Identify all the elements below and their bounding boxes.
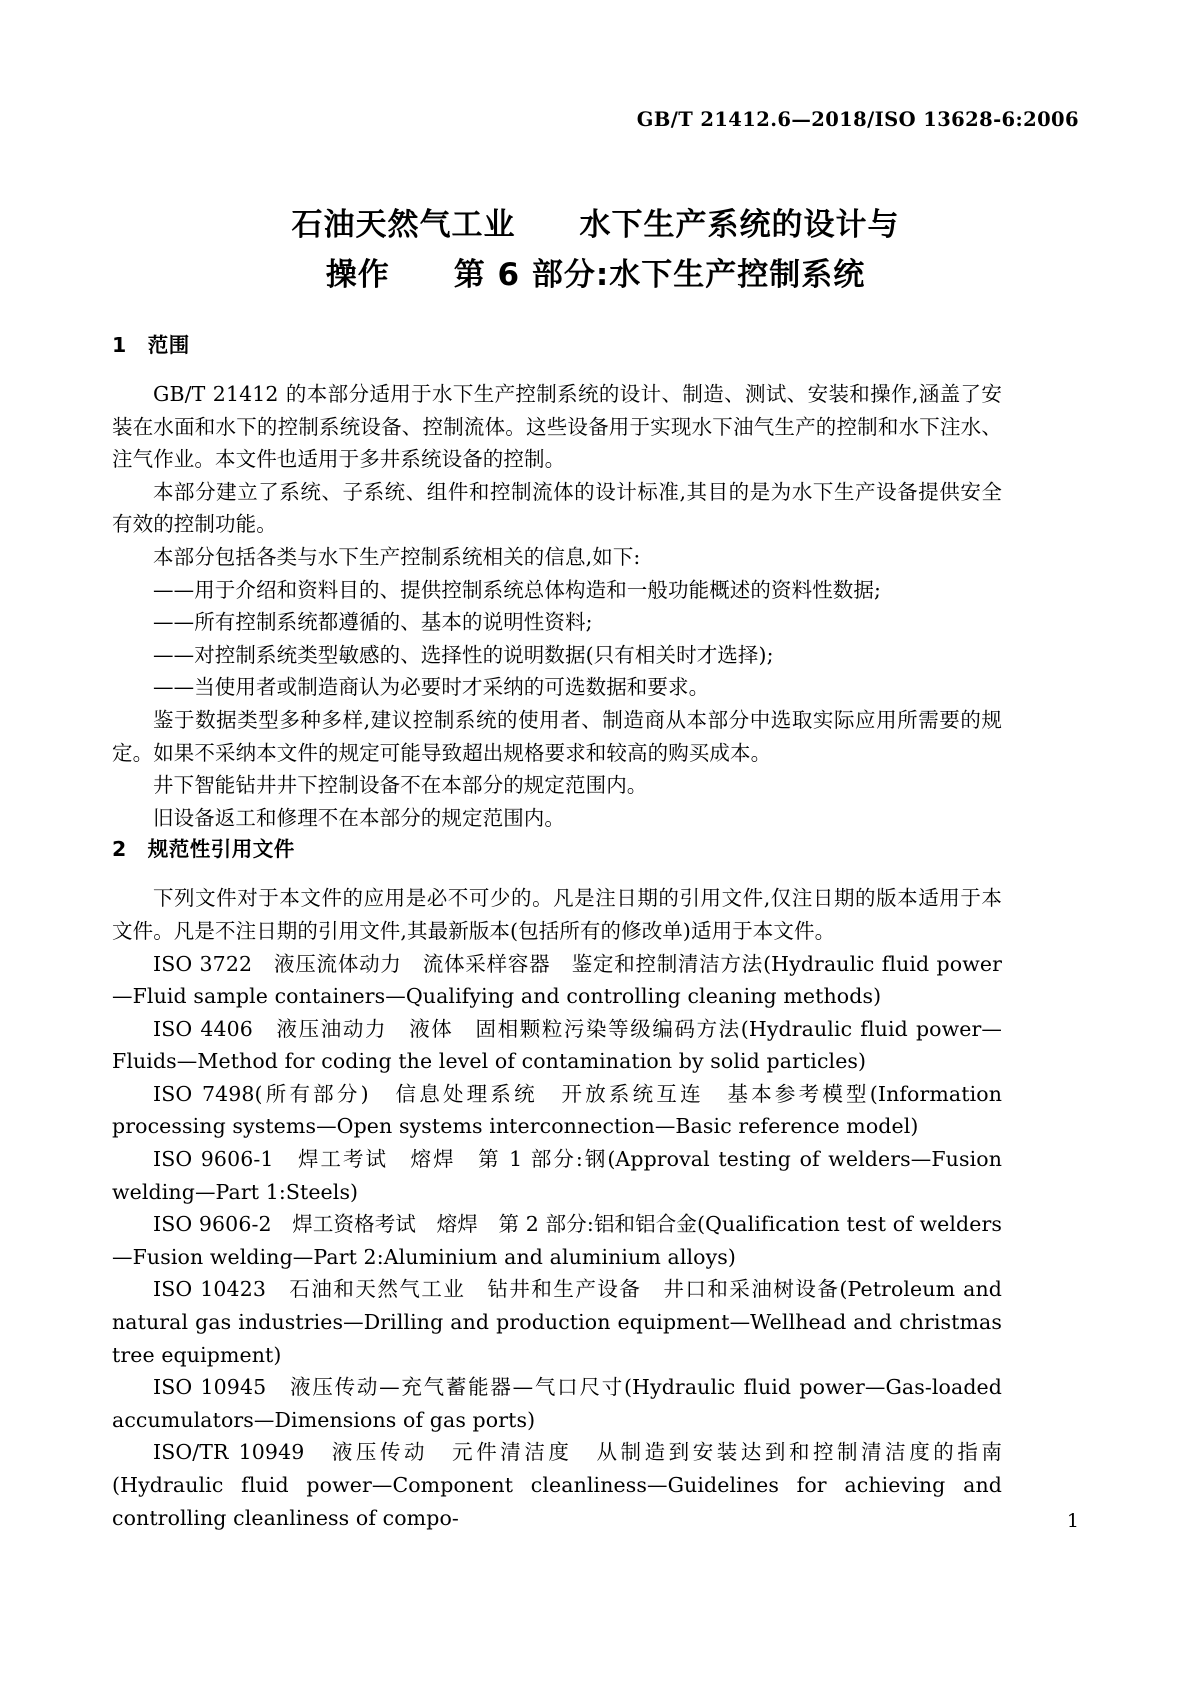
normative-references-intro: 下列文件对于本文件的应用是必不可少的。凡是注日期的引用文件,仅注日期的版本适用于本文件。凡是不注日期的引用文件,其最新版本(包括所有的修改单)适用于本文件。 [112, 886, 1002, 943]
page-number: 1 [1066, 1510, 1079, 1532]
normative-reference-item: ISO 4406 液压油动力 液体 固相颗粒污染等级编码方法(Hydraulic fluid power—Fluids—Method for coding the level of contamination by solid particles) [112, 1016, 1002, 1074]
running-header-standard-code: GB/T 21412.6—2018/ISO 13628-6:2006 [636, 108, 1079, 131]
scope-paragraph: 鉴于数据类型多种多样,建议控制系统的使用者、制造商从本部分中选取实际应用所需要的规定。如果不采纳本文件的规定可能导致超出规格要求和较高的购买成本。 [112, 707, 1002, 765]
scope-body [112, 378, 1002, 834]
scope-paragraph: GB/T 21412 的本部分适用于水下生产控制系统的设计、制造、测试、安装和操作,涵盖了安装在水面和水下的控制系统设备、控制流体。这些设备用于实现水下油气生产的控制和水下注水、注气作业。本文件也适用于多井系统设备的控制。 [112, 382, 1002, 472]
section-heading-normative-references: 2 规范性引用文件 [112, 837, 295, 862]
section-heading-scope: 1 范围 [112, 333, 190, 357]
scope-dash-item: ——当使用者或制造商认为必要时才采纳的可选数据和要求。 [153, 675, 710, 700]
normative-reference-item: ISO 10423 石油和天然气工业 钻井和生产设备 井口和采油树设备(Petroleum and natural gas industries—Drilling and production equipment—Wellhead and christmas tree equipment) [112, 1277, 1002, 1367]
document-title-line-1: 石油天然气工业 水下生产系统的设计与 [291, 207, 900, 243]
scope-dash-item: ——所有控制系统都遵循的、基本的说明性资料; [153, 610, 593, 635]
scope-paragraph: 本部分建立了系统、子系统、组件和控制流体的设计标准,其目的是为水下生产设备提供安全有效的控制功能。 [112, 479, 1002, 537]
document-body [112, 330, 1002, 1534]
scope-paragraph: 井下智能钻井井下控制设备不在本部分的规定范围内。 [153, 773, 648, 798]
normative-reference-item: ISO 7498(所有部分) 信息处理系统 开放系统互连 基本参考模型(Information processing systems—Open systems interconnection—Basic reference model) [112, 1081, 1002, 1139]
document-title [112, 200, 1079, 300]
scope-paragraph: 旧设备返工和修理不在本部分的规定范围内。 [153, 805, 565, 830]
scope-dash-item: ——用于介绍和资料目的、提供控制系统总体构造和一般功能概述的资料性数据; [153, 577, 882, 602]
document-title-line-2: 操作 第 6 部分:水下生产控制系统 [325, 257, 866, 293]
normative-reference-item: ISO 9606-1 焊工考试 熔焊 第 1 部分:钢(Approval testing of welders—Fusion welding—Part 1:Steels) [112, 1147, 1002, 1204]
normative-references-body [112, 882, 1002, 1534]
normative-reference-item: ISO 9606-2 焊工资格考试 熔焊 第 2 部分:铝和铝合金(Qualification test of welders—Fusion welding—Part 2:Aluminium and aluminium alloys) [112, 1212, 1002, 1269]
normative-reference-item: ISO 10945 液压传动—充气蓄能器—气口尺寸(Hydraulic fluid power—Gas-loaded accumulators—Dimensions of gas ports) [112, 1375, 1002, 1432]
scope-paragraph: 本部分包括各类与水下生产控制系统相关的信息,如下: [153, 544, 641, 569]
normative-reference-item: ISO/TR 10949 液压传动 元件清洁度 从制造到安装达到和控制清洁度的指南(Hydraulic fluid power—Component cleanliness—Guidelines for achieving and controlling cleanliness of compo- [112, 1440, 1002, 1530]
scope-dash-item: ——对控制系统类型敏感的、选择性的说明数据(只有相关时才选择); [153, 642, 774, 667]
normative-reference-item: ISO 3722 液压流体动力 流体采样容器 鉴定和控制清洁方法(Hydraulic fluid power—Fluid sample containers—Qualifying and controlling cleaning methods) [112, 951, 1002, 1009]
